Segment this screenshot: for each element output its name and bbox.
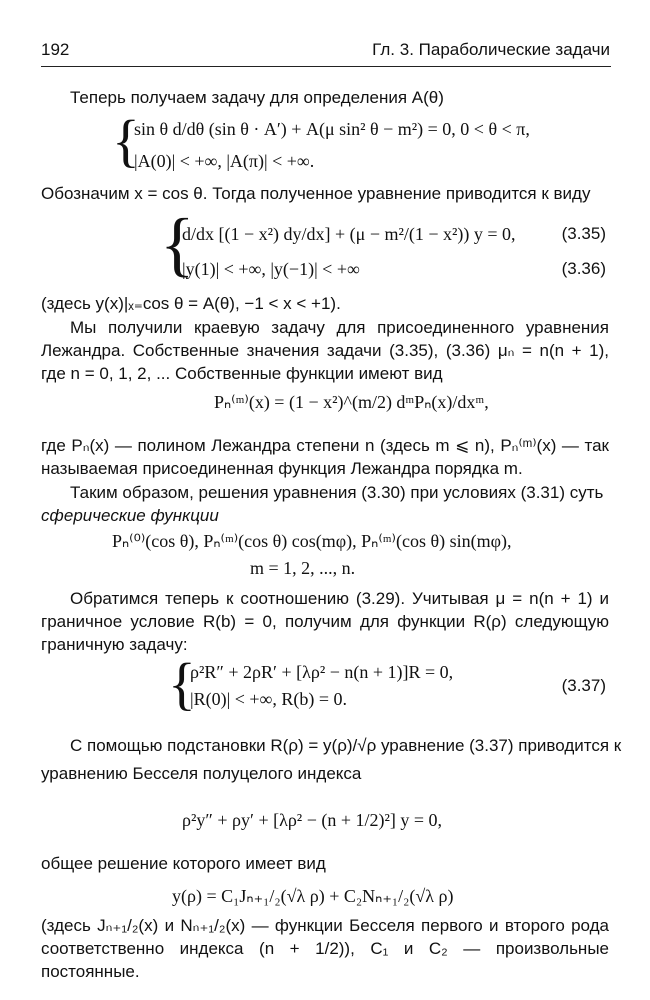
equation-associated-legendre: Pₙ⁽ᵐ⁾(x) = (1 − x²)^(m/2) dᵐPₙ(x)/dxᵐ, (214, 392, 489, 412)
paragraph-radial-problem: Обратимся теперь к соотношению (3.29). Учитывая μ = n(n + 1) и граничное условие R(b) = 0, получим для функции R(ρ) следующую граничную задачу: (41, 589, 609, 654)
paragraph-legendre-polynomial: где Pₙ(x) — полином Лежандра степени n (здесь m ⩽ n), Pₙ⁽ᵐ⁾(x) — так называемая присоединенная функция Лежандра порядка m. (41, 436, 609, 478)
paragraph-general-solution: общее решение которого имеет вид (41, 854, 326, 873)
left-brace: { (112, 108, 140, 173)
running-header: Гл. 3. Параболические задачи (372, 40, 610, 59)
equation-spherical-functions: Pₙ⁽⁰⁾(cos θ), Pₙ⁽ᵐ⁾(cos θ) cos(mφ), Pₙ⁽ᵐ⁾(cos θ) sin(mφ), (112, 531, 512, 551)
boundary-condition-angular: |A(0)| < +∞, |A(π)| < +∞. (134, 151, 315, 171)
header-rule (41, 66, 611, 67)
page-number: 192 (41, 40, 70, 59)
left-brace: { (160, 204, 195, 284)
equation-number: (3.36) (561, 259, 606, 278)
term-spherical-functions: сферические функции (41, 506, 219, 525)
paragraph-spherical: Таким образом, решения уравнения (3.30) при условиях (3.31) суть (70, 483, 604, 502)
equation-legendre: d/dx [(1 − x²) dy/dx] + (μ − m²/(1 − x²)) y = 0, (182, 224, 516, 244)
paragraph-bessel-functions: (здесь Jₙ₊₁/₂(x) и Nₙ₊₁/₂(x) — функции Бесселя первого и второго рода соответственно индекса (n + 1/2)), C₁ и C₂ — произвольные постоянные. (41, 916, 609, 981)
paragraph-eigenvalues: Мы получили краевую задачу для присоединенного уравнения Лежандра. Собственные значения задачи (3.35), (3.36) μₙ = n(n + 1), где n = 0, 1, 2, ... Собственные функции имеют вид (41, 318, 609, 383)
boundary-condition-legendre: |y(1)| < +∞, |y(−1)| < +∞ (182, 259, 360, 279)
left-brace: { (168, 651, 196, 716)
paragraph-note: (здесь y(x)|ₓ₌cos θ = A(θ), −1 < x < +1). (41, 294, 341, 313)
equation-general-solution: y(ρ) = C₁Jₙ₊₁/₂(√λ ρ) + C₂Nₙ₊₁/₂(√λ ρ) (172, 886, 454, 906)
equation-angular: sin θ d/dθ (sin θ · A′) + A(μ sin² θ − m²) = 0, 0 < θ < π, (134, 119, 530, 139)
paragraph-intro: Теперь получаем задачу для определения A(θ) (70, 88, 444, 107)
paragraph-bessel-substitution-cont: уравнению Бесселя полуцелого индекса (41, 764, 362, 783)
equation-radial: ρ²R″ + 2ρR′ + [λρ² − n(n + 1)]R = 0, (190, 662, 454, 682)
equation-bessel: ρ²y″ + ρy′ + [λρ² − (n + 1/2)²] y = 0, (182, 810, 443, 830)
index-range: m = 1, 2, ..., n. (250, 558, 356, 578)
equation-number: (3.35) (561, 224, 606, 243)
paragraph-substitution: Обозначим x = cos θ. Тогда полученное уравнение приводится к виду (41, 184, 591, 203)
boundary-condition-radial: |R(0)| < +∞, R(b) = 0. (190, 689, 347, 709)
paragraph-bessel-substitution: С помощью подстановки R(ρ) = y(ρ)/√ρ уравнение (3.37) приводится к (70, 736, 622, 755)
equation-number: (3.37) (561, 676, 606, 695)
